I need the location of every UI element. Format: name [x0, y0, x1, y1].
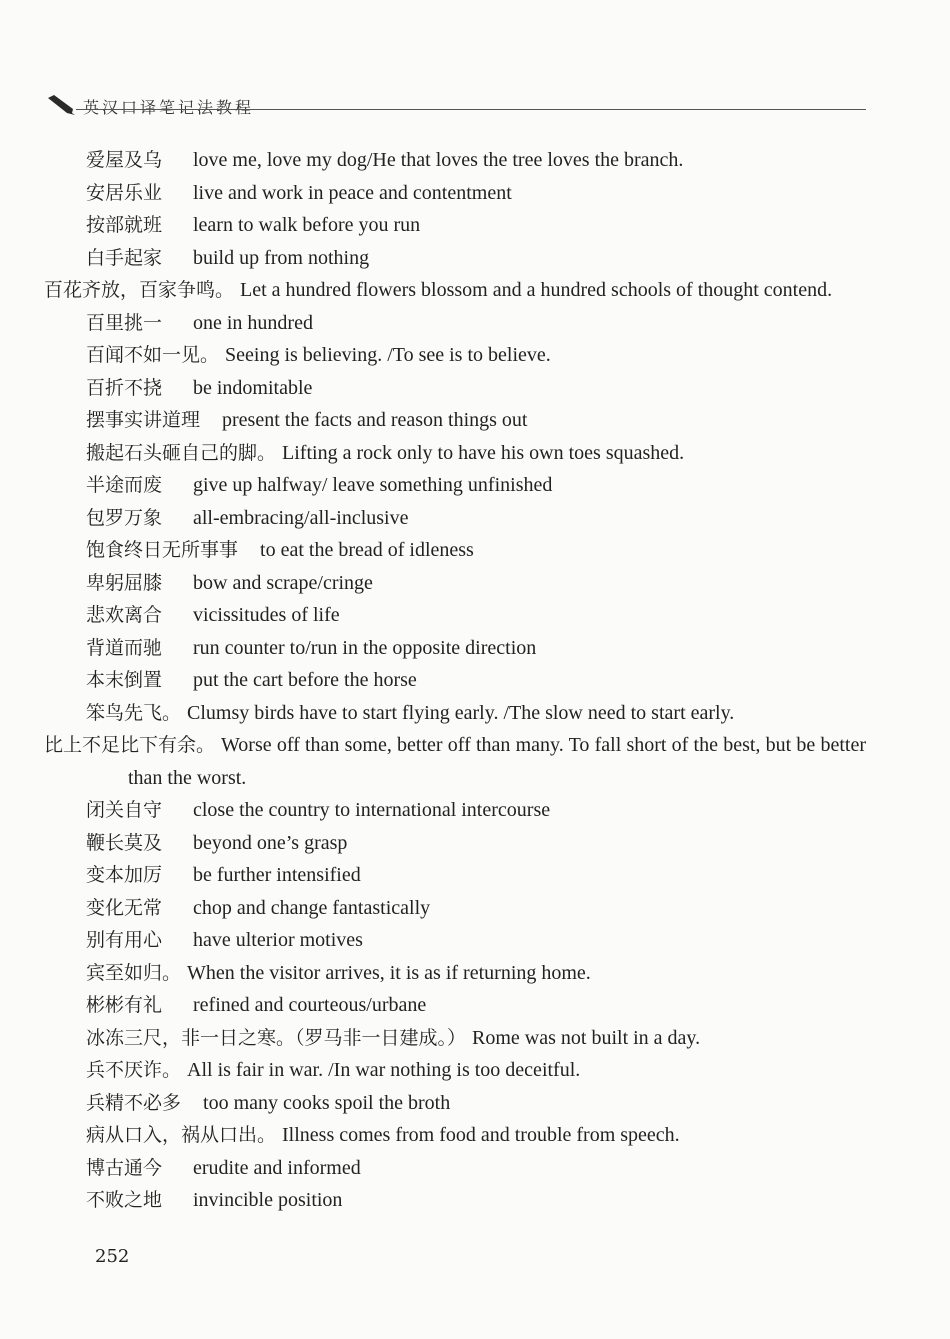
english-translation: be further intensified — [193, 864, 361, 886]
chinese-term: 变本加厉 — [86, 864, 163, 886]
chinese-term: 笨鸟先飞。 — [86, 701, 182, 724]
idiom-entry — [86, 924, 866, 957]
chinese-term: 背道而驰 — [86, 636, 163, 659]
chinese-term: 百闻不如一见。 — [86, 344, 220, 366]
chinese-term: 悲欢离合 — [86, 604, 163, 626]
idiom-entry — [86, 372, 866, 405]
chinese-term: 包罗万象 — [86, 506, 163, 529]
english-translation: learn to walk before you run — [193, 214, 421, 236]
chinese-term: 按部就班 — [86, 214, 163, 236]
english-translation: invincible position — [193, 1189, 343, 1211]
chinese-term: 百折不挠 — [86, 376, 163, 399]
english-translation: All is fair in war. /In war nothing is too deceitful. — [187, 1059, 581, 1081]
idiom-entry — [86, 404, 866, 437]
pen-icon — [46, 94, 76, 116]
idiom-entry — [86, 989, 866, 1022]
idiom-entry — [86, 794, 866, 827]
english-translation: When the visitor arrives, it is as if returning home. — [187, 961, 591, 984]
chinese-term: 变化无常 — [86, 896, 163, 919]
idiom-list — [44, 144, 866, 1217]
idiom-entry — [86, 1184, 866, 1217]
chinese-term: 爱屋及乌 — [86, 149, 163, 171]
idiom-entry — [86, 599, 866, 632]
english-translation: Worse off than some, better off than many. To fall short of the best, but be better than the worst. — [128, 734, 866, 789]
idiom-entry — [86, 1022, 866, 1055]
english-translation: all-embracing/all-inclusive — [193, 506, 409, 529]
english-translation: close the country to international intercourse — [193, 799, 551, 821]
chinese-term: 饱食终日无所事事 — [86, 539, 239, 561]
english-translation: too many cooks spoil the broth — [203, 1091, 451, 1114]
idiom-entry — [86, 859, 866, 892]
idiom-entry — [86, 242, 866, 275]
idiom-entry — [86, 144, 866, 177]
chinese-term: 不败之地 — [86, 1189, 163, 1211]
idiom-entry — [86, 1054, 866, 1087]
idiom-entry — [86, 1119, 866, 1152]
idiom-entry — [86, 957, 866, 990]
chinese-term: 安居乐业 — [86, 181, 163, 204]
chinese-term: 兵精不必多 — [86, 1091, 182, 1114]
idiom-entry — [86, 697, 866, 730]
chinese-term: 彬彬有礼 — [86, 994, 163, 1016]
chinese-term: 鞭长莫及 — [86, 831, 163, 854]
idiom-entry — [86, 567, 866, 600]
idiom-entry — [86, 339, 866, 372]
chinese-term: 白手起家 — [86, 246, 163, 269]
idiom-entry — [86, 827, 866, 860]
chinese-term: 宾至如归。 — [86, 961, 182, 984]
idiom-entry — [86, 1152, 866, 1185]
idiom-entry — [86, 632, 866, 665]
english-translation: one in hundred — [193, 311, 313, 334]
english-translation: live and work in peace and contentment — [193, 181, 512, 204]
english-translation: erudite and informed — [193, 1156, 361, 1179]
idiom-entry — [86, 177, 866, 210]
idiom-entry — [86, 1087, 866, 1120]
english-translation: Rome was not built in a day. — [472, 1026, 701, 1049]
english-translation: give up halfway/ leave something unfinished — [193, 474, 553, 496]
chinese-term: 百里挑一 — [86, 311, 163, 334]
english-translation: chop and change fantastically — [193, 896, 431, 919]
english-translation: put the cart before the horse — [193, 669, 417, 691]
header-rule — [76, 109, 866, 110]
english-translation: refined and courteous/urbane — [193, 994, 427, 1016]
idiom-entry — [86, 437, 866, 470]
chinese-term: 卑躬屈膝 — [86, 571, 163, 594]
idiom-entry — [86, 502, 866, 535]
english-translation: Lifting a rock only to have his own toes squashed. — [282, 441, 685, 464]
running-header — [46, 88, 866, 118]
english-translation: Illness comes from food and trouble from speech. — [282, 1124, 680, 1146]
idiom-entry — [86, 534, 866, 567]
english-translation: run counter to/run in the opposite direction — [193, 636, 537, 659]
idiom-entry — [44, 274, 866, 307]
english-translation: Seeing is believing. /To see is to believe. — [225, 344, 551, 366]
chinese-term: 比上不足比下有余。 — [44, 734, 216, 756]
chinese-term: 冰冻三尺，非一日之寒。（罗马非一日建成。） — [86, 1026, 467, 1049]
english-translation: beyond one’s grasp — [193, 831, 348, 854]
page-number: 252 — [95, 1246, 130, 1267]
chinese-term: 病从口入，祸从口出。 — [86, 1124, 277, 1146]
chinese-term: 博古通今 — [86, 1156, 163, 1179]
english-translation: Let a hundred flowers blossom and a hundred schools of thought contend. — [240, 279, 833, 301]
english-translation: present the facts and reason things out — [222, 409, 528, 431]
english-translation: vicissitudes of life — [193, 604, 340, 626]
chinese-term: 别有用心 — [86, 929, 163, 951]
english-translation: Clumsy birds have to start flying early. /The slow need to start early. — [187, 701, 735, 724]
idiom-entry — [86, 664, 866, 697]
chinese-term: 百花齐放，百家争鸣。 — [44, 279, 235, 301]
english-translation: build up from nothing — [193, 246, 370, 269]
english-translation: have ulterior motives — [193, 929, 363, 951]
english-translation: be indomitable — [193, 376, 313, 399]
idiom-entry — [86, 307, 866, 340]
english-translation: bow and scrape/cringe — [193, 571, 373, 594]
idiom-entry — [86, 469, 866, 502]
idiom-entry — [86, 209, 866, 242]
chinese-term: 搬起石头砸自己的脚。 — [86, 441, 277, 464]
english-translation: to eat the bread of idleness — [260, 539, 474, 561]
chinese-term: 半途而废 — [86, 474, 163, 496]
chinese-term: 本末倒置 — [86, 669, 163, 691]
chinese-term: 摆事实讲道理 — [86, 409, 201, 431]
chinese-term: 兵不厌诈。 — [86, 1059, 182, 1081]
chinese-term: 闭关自守 — [86, 799, 163, 821]
book-title: 英汉口译笔记法教程 — [83, 98, 255, 117]
english-translation: love me, love my dog/He that loves the tree loves the branch. — [193, 149, 684, 171]
idiom-entry — [86, 892, 866, 925]
idiom-entry — [44, 729, 866, 794]
